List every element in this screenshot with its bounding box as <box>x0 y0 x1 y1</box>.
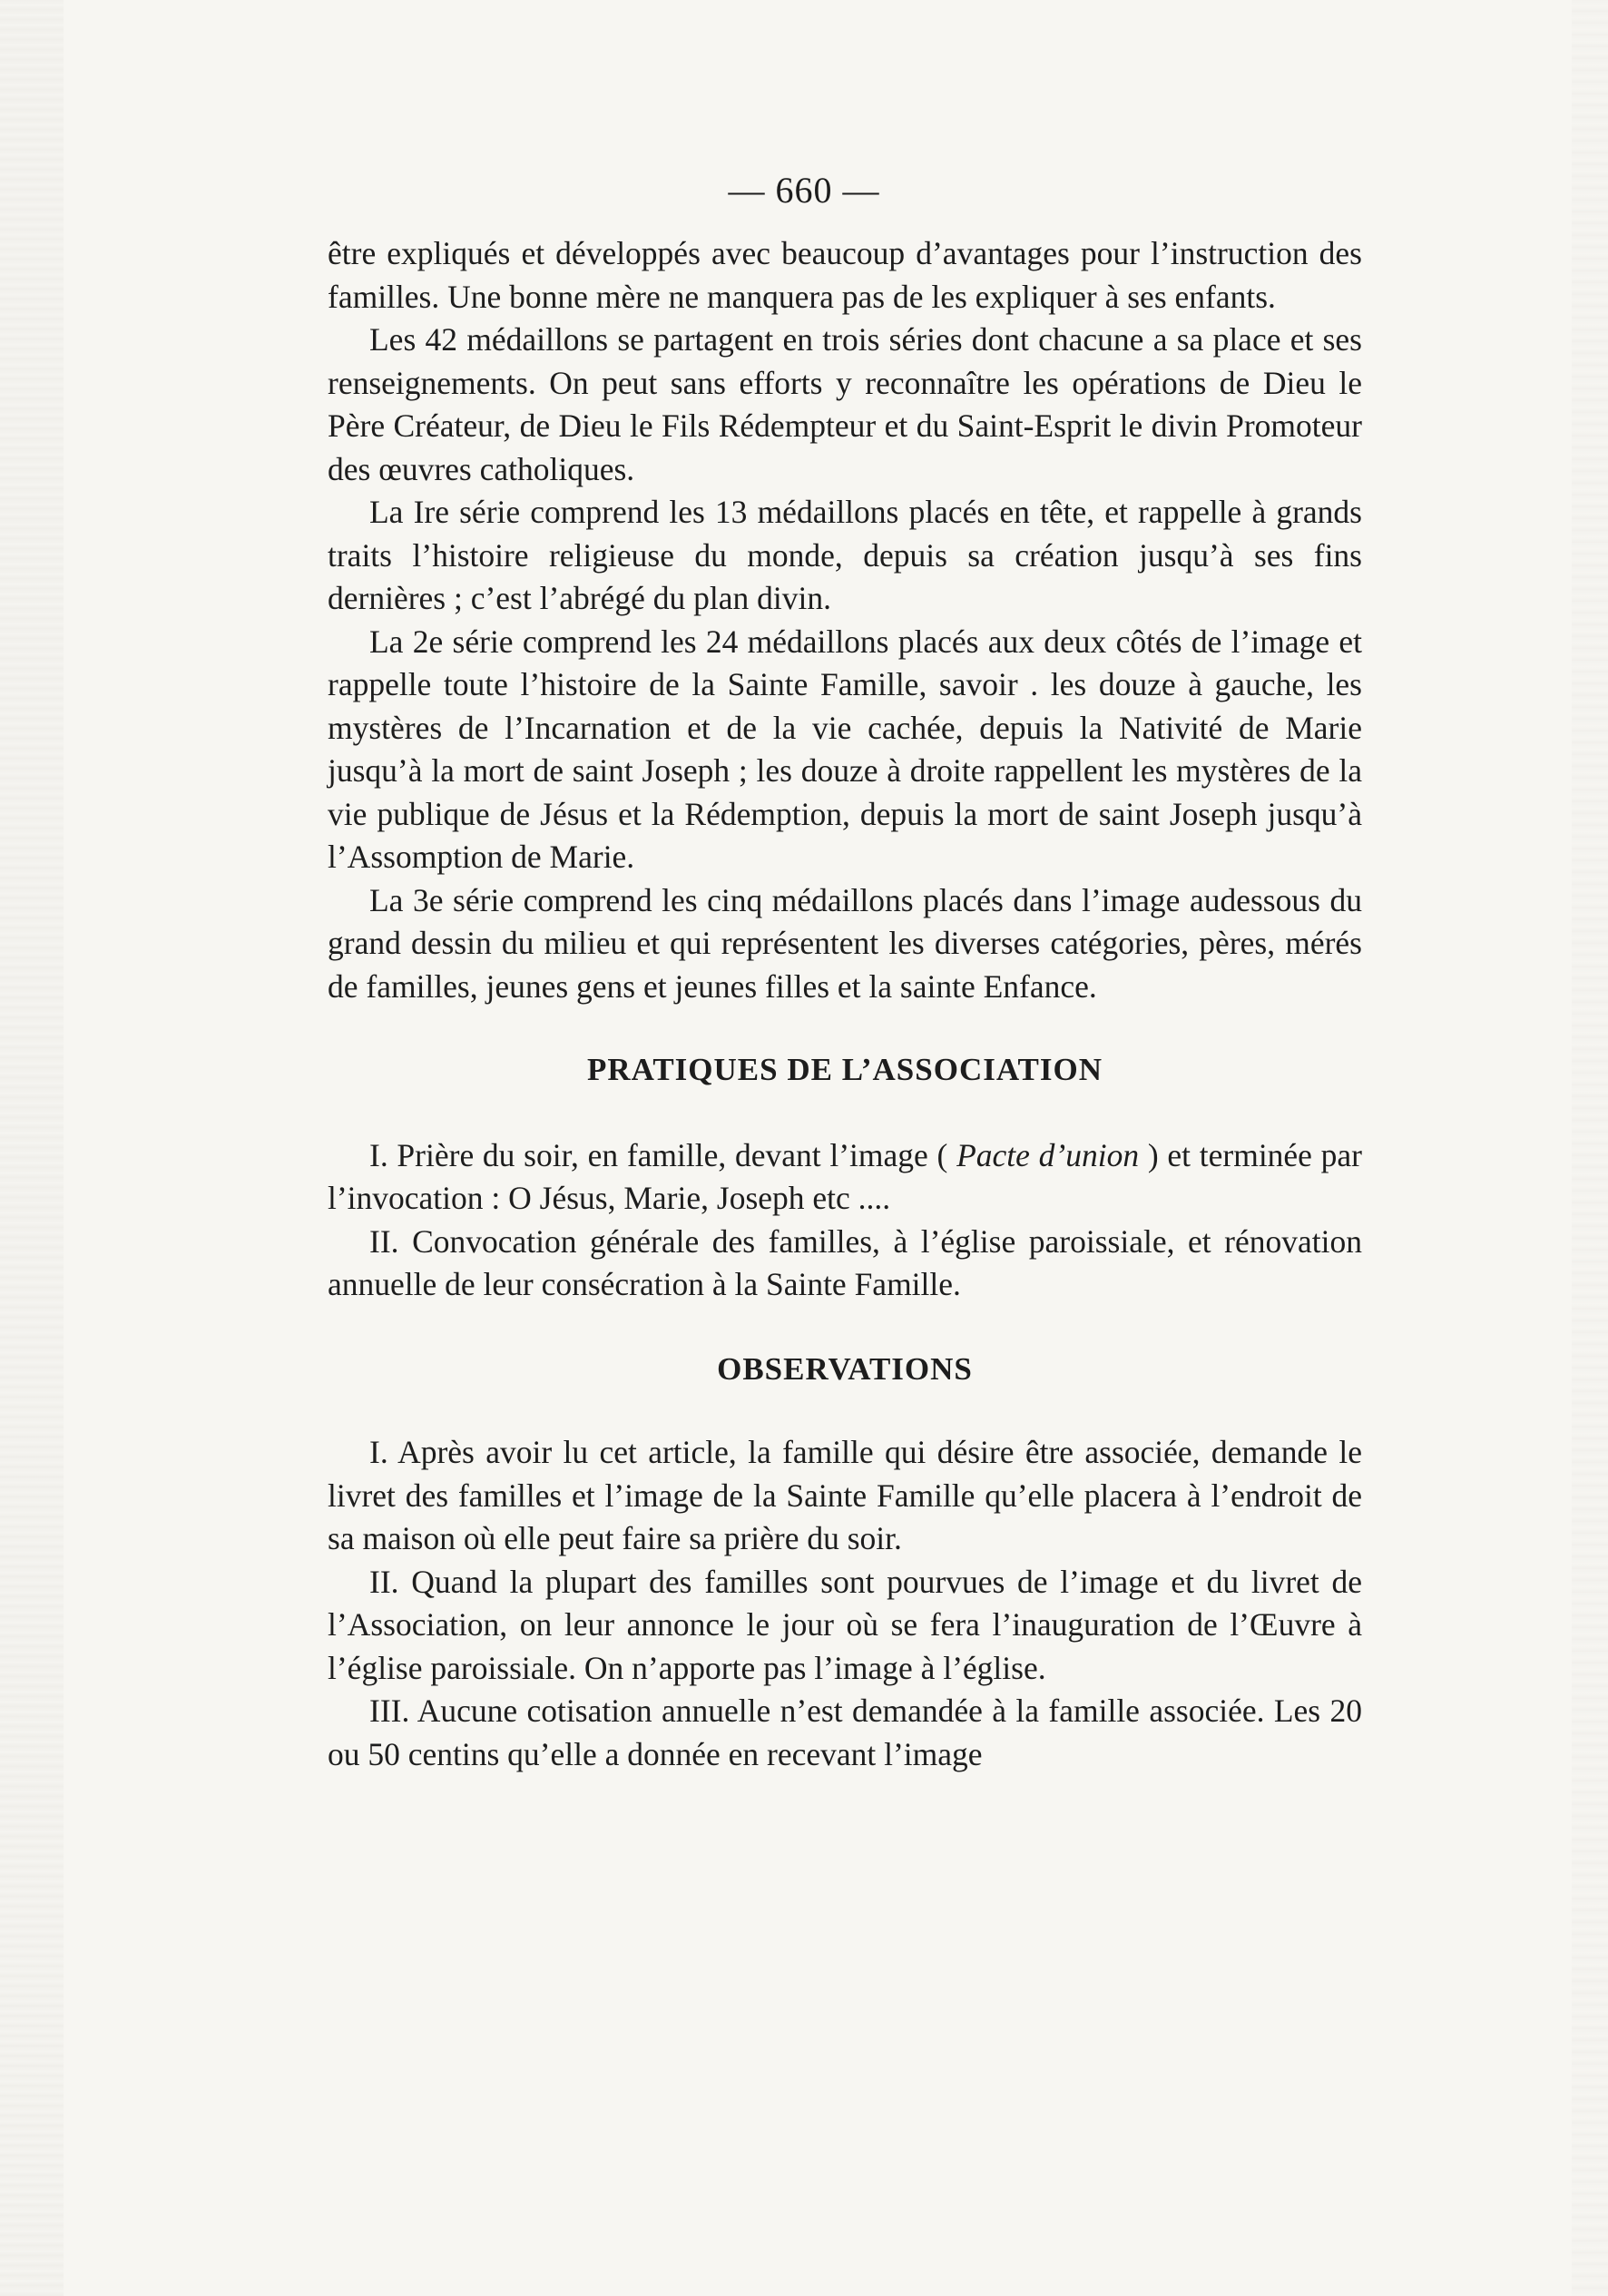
scan-edge-left <box>0 0 64 2296</box>
pratiques-item-1 <box>328 1134 1362 1221</box>
pratiques-item-1-tail: ) et terminée par l’invocation : O Jésus, Marie, Joseph etc .... <box>328 1136 1363 1216</box>
intro-paragraph-serie-2: La 2e série comprend les 24 médaillons placés aux deux côtés de l’image et rappelle toute l’histoire de la Sainte Famille, savoir . les douze à gauche, les mystères de l’Incarnation et de la vie cachée, depuis la Nativité de Marie jusqu’à la mort de saint Joseph ; les douze à droite rappellent les mystères de la vie publique de Jésus et la Rédemption, depuis la mort de saint Joseph jusqu’à l’Assomption de Marie. <box>328 623 1362 875</box>
intro-paragraph-medaillons: Les 42 médaillons se partagent en trois séries dont chacune a sa place et ses renseignements. On peut sans efforts y reconnaître les opérations de Dieu le Père Créateur, de Dieu le Fils Rédempteur et du Saint-Esprit le divin Promoteur des œuvres catholiques. <box>328 321 1362 487</box>
observations-item-1: I. Après avoir lu cet article, la famille qui désire être associée, demande le livret des familles et l’image de la Sainte Famille qu’elle placera à l’endroit de sa maison où elle peut faire sa prière du soir. <box>328 1434 1362 1556</box>
pratiques-item-1-italic: Pacte d’union <box>956 1136 1140 1173</box>
intro-paragraph-serie-1: La Ire série comprend les 13 médaillons placés en tête, et rappelle à grands traits l’histoire religieuse du monde, depuis sa création jusqu’à ses fins dernières ; c’est l’abrégé du plan divin. <box>328 494 1362 616</box>
intro-paragraph-serie-3: La 3e série comprend les cinq médaillons placés dans l’image audessous du grand dessin du milieu et qui représentent les diverses catégories, pères, mérés de familles, jeunes gens et jeunes filles et la sainte Enfance. <box>328 881 1362 1005</box>
scan-edge-right <box>1572 0 1608 2296</box>
pratiques-item-2: II. Convocation générale des familles, à l’église paroissiale, et rénovation annuelle de leur consécration à la Sainte Famille. <box>328 1222 1362 1302</box>
intro-paragraph-continuation: être expliqués et développés avec beaucoup d’avantages pour l’instruction des familles. Une bonne mère ne manquera pas de les expliquer à ses enfants. <box>328 235 1362 315</box>
observations-item-2: II. Quand la plupart des familles sont pourvues de l’image et du livret de l’Association, on leur annonce le jour où se fera l’inauguration de l’Œuvre à l’église paroissiale. On n’apporte pas l’image à l’église. <box>328 1563 1362 1686</box>
section-heading-pratiques: PRATIQUES DE L’ASSOCIATION <box>587 1052 1103 1087</box>
section-heading-observations: OBSERVATIONS <box>717 1350 973 1387</box>
page-body <box>328 232 1362 1776</box>
pratiques-item-1-text: I. Prière du soir, en famille, devant l’image ( <box>369 1136 948 1173</box>
observations-item-3: III. Aucune cotisation annuelle n’est demandée à la famille associée. Les 20 ou 50 centins qu’elle a donnée en recevant l’image <box>328 1693 1362 1772</box>
page-number: — 660 — <box>728 170 880 211</box>
